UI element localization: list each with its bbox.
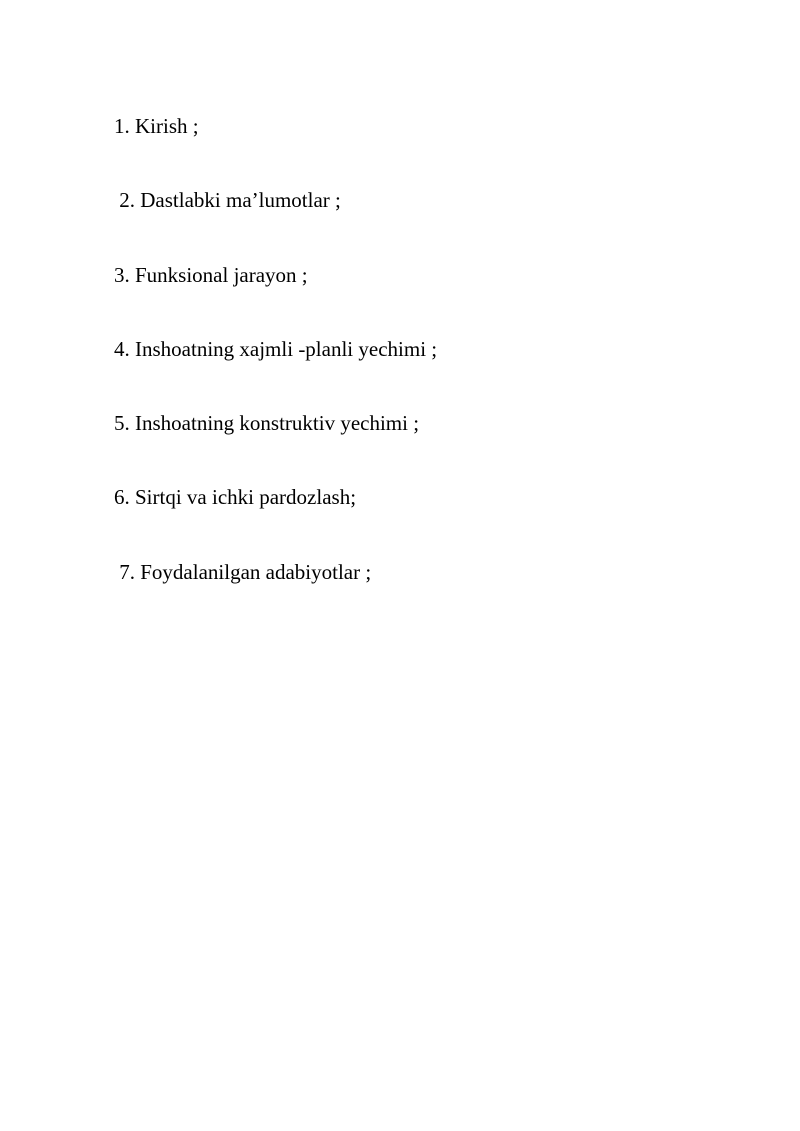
table-of-contents bbox=[114, 112, 714, 632]
toc-item-1: 1. Kirish ; bbox=[114, 114, 199, 138]
toc-item-2: 2. Dastlabki ma’lumotlar ; bbox=[114, 188, 341, 213]
toc-item-4: 4. Inshoatning xajmli -planli yechimi ; bbox=[114, 336, 438, 361]
toc-item-6: 6. Sirtqi va ichki pardozlash; bbox=[114, 485, 357, 510]
toc-item-5: 5. Inshoatning konstruktiv yechimi ; bbox=[114, 411, 420, 436]
toc-item-7: 7. Foydalanilgan adabiyotlar ; bbox=[114, 559, 372, 584]
toc-item-3: 3. Funksional jarayon ; bbox=[114, 262, 308, 287]
